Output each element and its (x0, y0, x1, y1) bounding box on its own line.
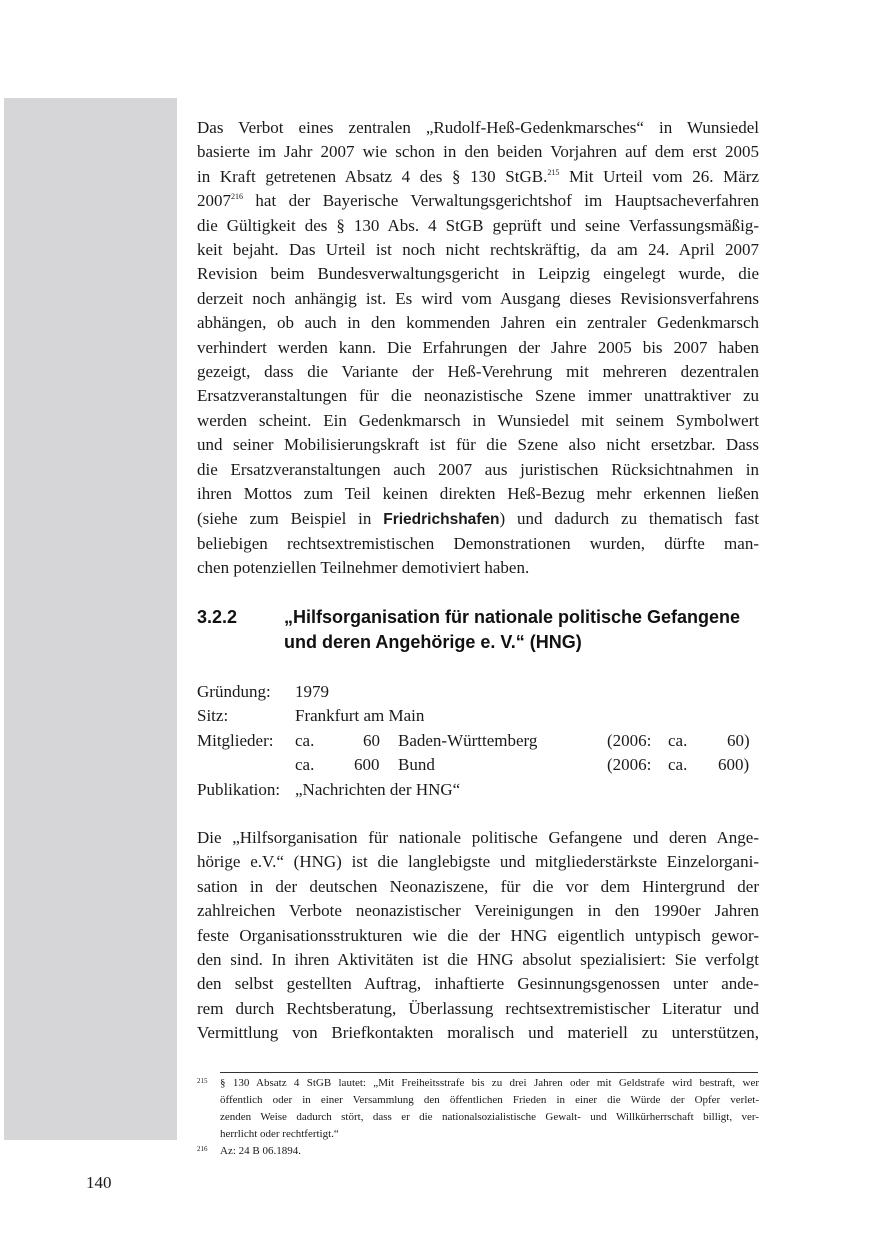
text-line: in Kraft getretenen Absatz 4 des § 130 StGB.$^{215}$ Mit Urteil vom 26. März (197, 166, 759, 186)
text-line: die Ersatzveranstaltungen auch 2007 aus juristischen Rücksichtnahmen in (197, 459, 759, 479)
margin-sidebar (4, 98, 177, 1140)
text-line: chen potenziellen Teilnehmer demotiviert haben. (197, 558, 530, 578)
text-line: verhindert werden kann. Die Erfahrungen der Jahre 2005 bis 2007 haben (197, 337, 759, 357)
fact-value: „Nachrichten der HNG“ (295, 779, 461, 799)
footnote-line: öffentlich oder in einer Versammlung den öffentlichen Frieden in einer die Würde der Opfer verlet- (220, 1094, 759, 1106)
fact-label: Sitz: (197, 706, 229, 726)
footnote-mark: 216 (197, 1145, 208, 1153)
fact-value: Frankfurt am Main (295, 706, 425, 726)
text-line: rem durch Rechtsberatung, Überlassung rechtsextremistischer Literatur und (197, 998, 759, 1018)
text-line: Revision beim Bundesverwaltungsgericht in Leipzig eingelegt wurde, die (197, 264, 759, 284)
fact-label: Gründung: (197, 682, 271, 701)
place-link: Friedrichshafen (383, 510, 500, 528)
fact-label: Publikation: (197, 779, 281, 799)
body-paragraph-2 (197, 826, 759, 1046)
member-approx: ca. (295, 730, 315, 750)
footnote-line: § 130 Absatz 4 StGB lautet: „Mit Freiheitsstrafe bis zu drei Jahren oder mit Geldstrafe wird bestraft, wer (220, 1077, 759, 1089)
text-line: hörige e.V.“ (HNG) ist die langlebigste und mitgliederstärkste Einzelorgani- (197, 852, 759, 872)
page-number: 140 (86, 1173, 112, 1192)
footnote-line: zenden Weise dadurch stört, dass er die nationalsozialistische Gewalt- und Willkürherrschaft billigt, ver- (220, 1111, 759, 1123)
text-line: sation in der deutschen Neonaziszene, für die vor dem Hintergrund der (197, 876, 759, 896)
member-prev-count: 60) (727, 730, 750, 750)
text-line: basierte im Jahr 2007 wie schon in den beiden Vorjahren auf dem erst 2005 (197, 142, 759, 162)
member-approx: ca. (295, 755, 315, 775)
fact-label: Mitglieder: (197, 730, 274, 750)
section-number: 3.2.2 (197, 607, 238, 627)
footnote-divider (220, 1072, 758, 1073)
footnote-mark: 215 (197, 1077, 208, 1085)
text-line: Vermittlung von Briefkontakten moralisch und materiell zu unterstützen, (197, 1023, 759, 1043)
footnote-ref: 215 (547, 167, 560, 177)
member-prev: (2006: (607, 755, 652, 775)
text-line: ihren Mottos zum Teil keinen direkten Heß-Bezug mehr erkennen ließen (197, 484, 759, 504)
text-line: gezeigt, dass die Variante der Heß-Verehrung mit mehreren dezentralen (197, 362, 759, 382)
section-title: „Hilfsorganisation für nationale politische Gefangene und deren Angehörige e. V.“ (HNG) (284, 607, 741, 652)
text-line: zahlreichen Verbote neonazistischer Vereinigungen in den 1990er Jahren (197, 901, 759, 921)
text-line: beliebigen rechtsextremistischen Demonstrationen wurden, dürfte man- (197, 533, 759, 553)
member-region: Bund (398, 755, 435, 775)
footnote-215 (197, 1075, 759, 1143)
text-line: Ersatzveranstaltungen für die neonazistische Szene immer unattraktiver zu (197, 386, 759, 406)
text-line: werden scheint. Ein Gedenkmarsch in Wunsiedel mit seinem Symbolwert (197, 410, 759, 430)
text-line: die Gültigkeit des § 130 Abs. 4 StGB geprüft und seine Verfassungsmäßig- (197, 215, 759, 235)
footnote-line: Az: 24 B 06.1894. (220, 1145, 301, 1157)
text-line: den selbst gestellten Auftrag, inhaftierte Gesinnungsgenossen unter ande- (197, 974, 759, 994)
member-prev-approx: ca. (668, 755, 688, 775)
footnote-ref: 216 (231, 192, 243, 202)
text-line: derzeit noch anhängig ist. Es wird vom Ausgang dieses Revisionsverfahrens (197, 288, 759, 308)
text-line: feste Organisationsstrukturen wie die der HNG eigentlich untypisch gewor- (197, 925, 759, 945)
member-count: 60 (363, 730, 380, 750)
text-line: und seiner Mobilisierungskraft ist für die Szene also nicht ersetzbar. Dass (197, 435, 759, 455)
fact-value: 1979 (295, 682, 329, 701)
footnote-216 (197, 1143, 759, 1160)
text-line: den sind. In ihren Aktivitäten ist die HNG absolut spezialisiert: Sie verfolgt (197, 950, 759, 970)
text-line: abhängen, ob auch in den kommenden Jahren ein zentraler Gedenkmarsch (197, 313, 759, 333)
text-line: Das Verbot eines zentralen „Rudolf-Heß-Gedenkmarsches“ in Wunsiedel (197, 118, 759, 137)
member-count: 600 (354, 755, 380, 775)
text-line: 2007$^{216}$ hat der Bayerische Verwaltungsgerichtshof im Hauptsacheverfahren (197, 191, 759, 211)
text-line: Die „Hilfsorganisation für nationale politische Gefangene und deren Ange- (197, 828, 759, 847)
member-region: Baden-Württemberg (398, 730, 538, 750)
member-prev-count: 600) (718, 755, 750, 775)
text-line: keit bejaht. Das Urteil ist noch nicht rechtskräftig, da am 24. April 2007 (197, 240, 759, 260)
text-line: (siehe zum Beispiel in Friedrichshafen) und dadurch zu thematisch fast (197, 508, 759, 528)
footnote-line: herrlicht oder rechtfertigt.“ (220, 1128, 339, 1140)
member-prev: (2006: (607, 730, 652, 750)
footnotes (197, 1075, 759, 1160)
member-prev-approx: ca. (668, 730, 688, 750)
body-paragraph-1 (197, 116, 759, 581)
